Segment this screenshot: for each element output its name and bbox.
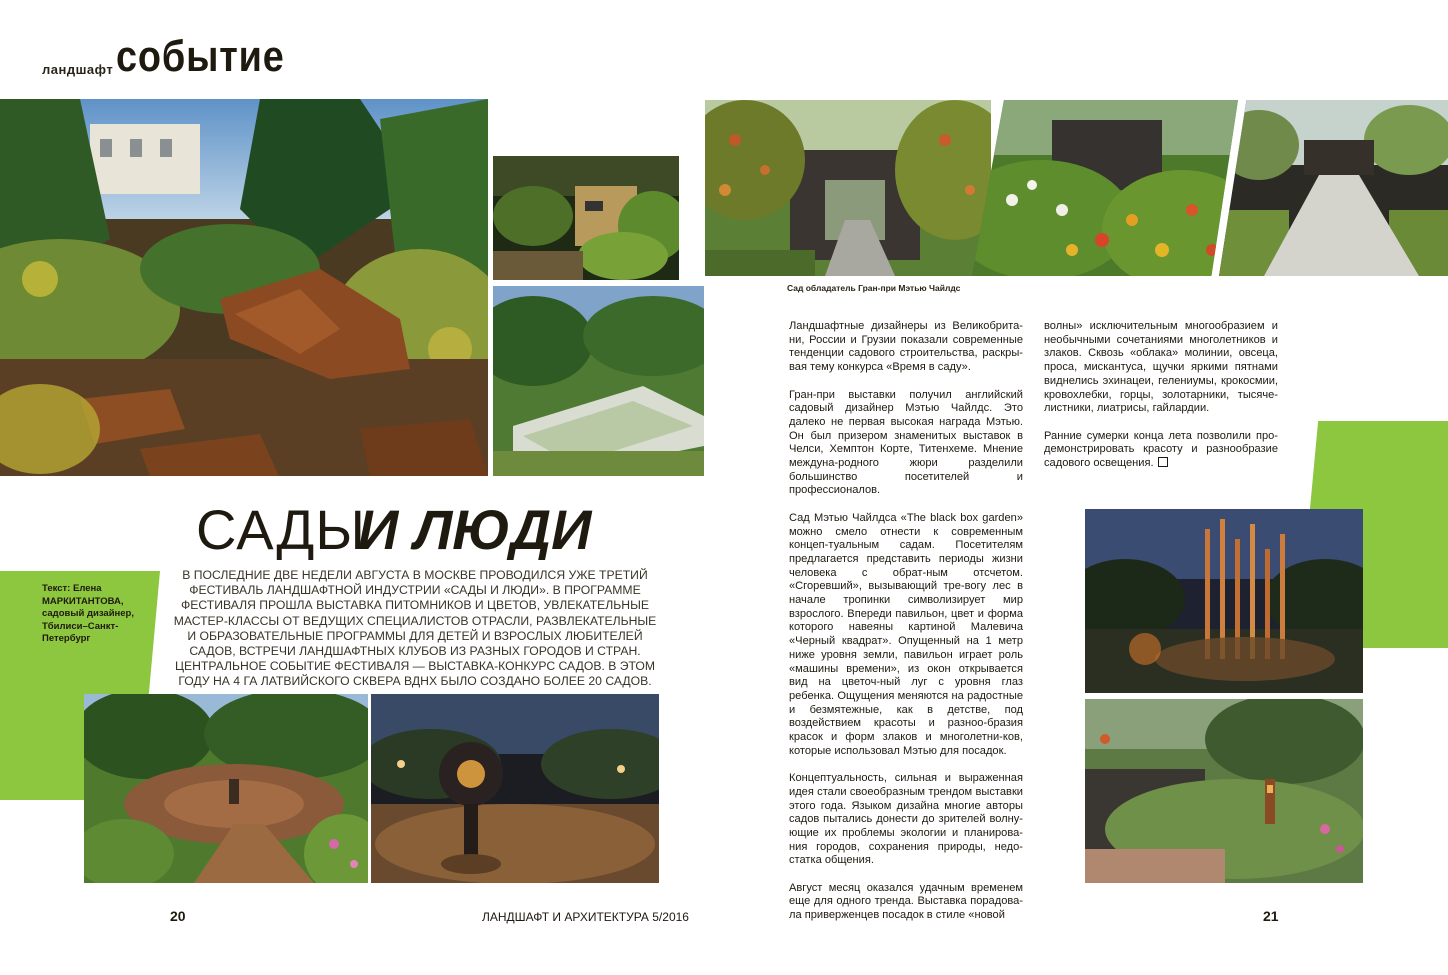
photo-caption: Сад обладатель Гран-при Мэтью Чайлдс [787, 283, 961, 293]
magazine-issue: ЛАНДШАФТ И АРХИТЕКТУРА 5/2016 [482, 910, 689, 924]
end-of-article-icon [1158, 457, 1168, 467]
section-label-big: событие [116, 32, 285, 81]
paragraph: Август месяц оказался удачным временем еще для одного тренда. Выставка порадова-ла приверженцев посадок в стиле «новой [789, 881, 1023, 922]
author-credit: Текст: Елена МАРКИТАНТОВА, садовый дизайнер, Тбилиси–Санкт-Петербург [42, 583, 135, 644]
photo-lantern-grasses [1085, 699, 1363, 883]
photo-rusted-head-sculpture [0, 99, 488, 476]
photo-wooden-box-planter [493, 156, 679, 280]
photo-flowering-tree [705, 100, 991, 276]
photo-flower-meadow [972, 100, 1238, 276]
photo-gravel-path [1219, 100, 1448, 276]
article-title-part2: И ЛЮДИ [358, 498, 592, 561]
photo-raised-beds [493, 286, 704, 476]
body-column-1 [789, 320, 1023, 937]
body-column-2 [1044, 320, 1278, 484]
paragraph: Ландшафтные дизайнеры из Великобрита-ни, России и Грузии показали современные тенденции садового строительства, раскры-вая тему конкурса «Время в саду». [789, 320, 1023, 374]
paragraph-text: Ранние сумерки конца лета позволили про-демонстрировать красоту и разнообразие садового освещения. [1044, 429, 1278, 470]
paragraph: волны» исключительным многообразием и необычными сочетаниями многолетников и злаков. Сквозь «облака» молинии, овсеца, проса, мискантуса, щучки яркими пятнами виднелись эхинацеи, гелениумы, крокосмии, кровохлебки, горцы, золотарники, тысяче-листники, лиатрисы, гайлардии. [1044, 320, 1278, 415]
photo-night-lit-poles [1085, 509, 1363, 693]
paragraph: Сад Мэтью Чайлдса «The black box garden» можно смело отнести к современным концеп-туальным садам. Посетителям предлагается представить периоды жизни человека с обрат-ным отсчетом. «Сгоревший», вызывающий тре-вогу лес в начале тропинки символизирует мир взрослого. Впереди павильон, цвет и форма которого навеяны картиной Малевича «Черный квадрат». Опущенный на 1 метр ниже уровня земли, павильон играет роль «машины времени», из окон открывается вид на цветоч-ный луг с уровня глаз ребенка. Ощущения меняются на радостные и безмятежные, как в детстве, под воздействием красоты и разноо-бразия красок и форм злаков и многолетни-ков, которые использовал Мэтью для посадок. [789, 511, 1023, 757]
paragraph-last [1044, 430, 1278, 471]
paragraph: Концептуальность, сильная и выраженная идея стали своеобразным трендом выставки этого года. Языком дизайна многие авторы садов пытались донести до зрителей волну-ющие их проблемы экологии и планирова-ния городов, сохранения природы, недо-статка общения. [789, 772, 1023, 867]
photo-night-sphere-sculpture [371, 694, 659, 883]
page-number-right: 21 [1263, 908, 1279, 924]
section-label-small: ландшафт [42, 62, 114, 77]
paragraph: Гран-при выставки получил английский садовый дизайнер Мэтью Чайлдс. Это далеко не первая высокая награда Мэтью. Он был призером знаменитых выставок в Челси, Хемптон Корте, Титенхеме. Мнение междуна-родного жюри разделили большинство посетителей и профессионалов. [789, 388, 1023, 497]
article-lead: В ПОСЛЕДНИЕ ДВЕ НЕДЕЛИ АВГУСТА В МОСКВЕ ПРОВОДИЛСЯ УЖЕ ТРЕТИЙ ФЕСТИВАЛЬ ЛАНДШАФТНОЙ ИНДУСТРИИ «САДЫ И ЛЮДИ». В ПРОГРАММЕ ФЕСТИВАЛЯ ПРОШЛА ВЫСТАВКА ПИТОМНИКОВ И ЦВЕТОВ, УВЛЕКАТЕЛЬНЫЕ МАСТЕР-КЛАССЫ ОТ ВЕДУЩИХ СПЕЦИАЛИСТОВ ОТРАСЛИ, РАЗВЛЕКАТЕЛЬНЫЕ И ОБРАЗОВАТЕЛЬНЫЕ ПРОГРАММЫ ДЛЯ ДЕТЕЙ И ВЗРОСЛЫХ ЛЮБИТЕЛЕЙ САДОВ, ВСТРЕЧИ ЛАНДШАФТНЫХ КЛУБОВ ИЗ РАЗНЫХ ГОРОДОВ И СТРАН. ЦЕНТРАЛЬНОЕ СОБЫТИЕ ФЕСТИВАЛЯ — ВЫСТАВКА-КОНКУРС САДОВ. В ЭТОМ ГОДУ НА 4 ГА ЛАТВИЙСКОГО СКВЕРА ВДНХ БЫЛО СОЗДАНО БОЛЕЕ 20 САДОВ. [173, 568, 657, 689]
photo-round-paved-area [84, 694, 368, 883]
article-title-part1: САДЫ [196, 498, 366, 561]
page-number-left: 20 [170, 908, 186, 924]
